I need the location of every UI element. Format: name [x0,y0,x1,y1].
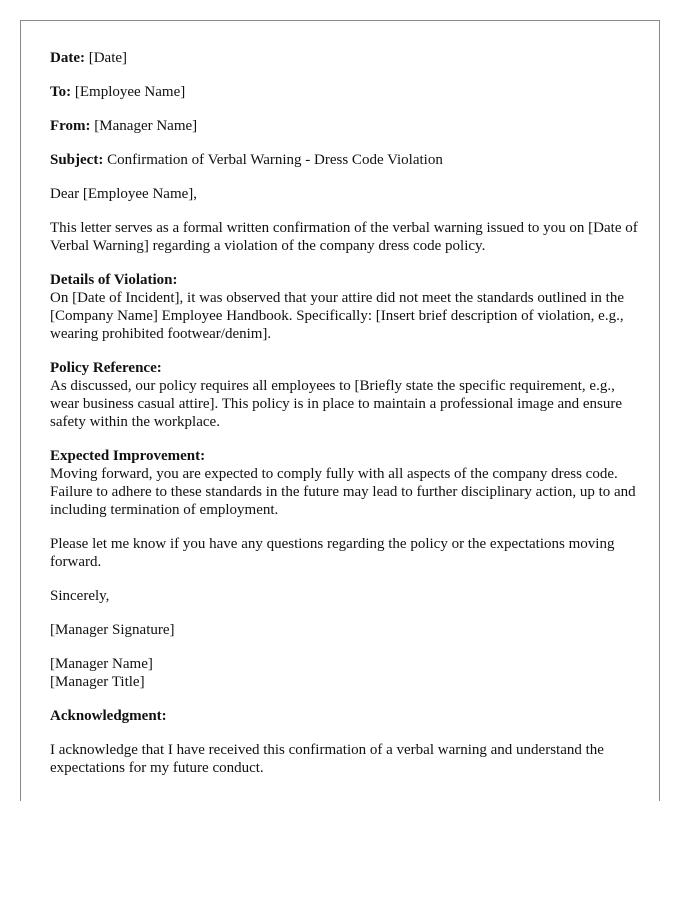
section-heading: Details of Violation: [50,272,178,288]
section-body: Moving forward, you are expected to comply fully with all aspects of the company dress code. Failure to adhere to these standards in the future may lead to further disciplinary action, up to and including termination of employment. [50,466,636,518]
date-value: [Date] [88,50,128,66]
salutation: Dear [Employee Name], [50,186,198,202]
letter-body [50,49,640,793]
from-label: From: [50,118,91,134]
section-body: On [Date of Incident], it was observed that your attire did not meet the standards outlined in the [Company Name] Employee Handbook. Specifically: [Insert brief description of violation, e.g., wearing prohibited footwear/denim]. [50,290,625,342]
section-body: As discussed, our policy requires all employees to [Briefly state the specific requirement, e.g., wear business casual attire]. This policy is in place to maintain a professional image and ensure safety within the workplace. [50,378,623,430]
manager-name: [Manager Name] [50,656,153,672]
date-label: Date: [50,50,85,66]
section-details-of-violation [50,271,640,343]
subject-value: Confirmation of Verbal Warning - Dress Code Violation [107,152,443,168]
section-expected-improvement [50,447,640,519]
date-line [50,49,640,67]
acknowledgment-body: I acknowledge that I have received this confirmation of a verbal warning and understand the expectations for my future conduct. [50,742,604,776]
sign-off: Sincerely, [50,588,110,604]
from-line [50,117,640,135]
acknowledgment-heading [50,707,640,725]
to-value: [Employee Name] [74,84,186,100]
closing-paragraph: Please let me know if you have any questions regarding the policy or the expectations moving forward. [50,536,615,570]
from-value: [Manager Name] [94,118,198,134]
section-heading: Policy Reference: [50,360,162,376]
section-policy-reference [50,359,640,431]
to-line [50,83,640,101]
signature-placeholder: [Manager Signature] [50,622,175,638]
subject-line [50,151,640,169]
to-label: To: [50,84,72,100]
manager-block [50,655,640,691]
manager-title: [Manager Title] [50,674,145,690]
section-heading: Expected Improvement: [50,448,206,464]
letter-page [20,20,660,801]
acknowledgment-label: Acknowledgment: [50,708,167,724]
subject-label: Subject: [50,152,104,168]
intro-paragraph: This letter serves as a formal written confirmation of the verbal warning issued to you on [Date of Verbal Warning] regarding a violation of the company dress code policy. [50,220,638,254]
